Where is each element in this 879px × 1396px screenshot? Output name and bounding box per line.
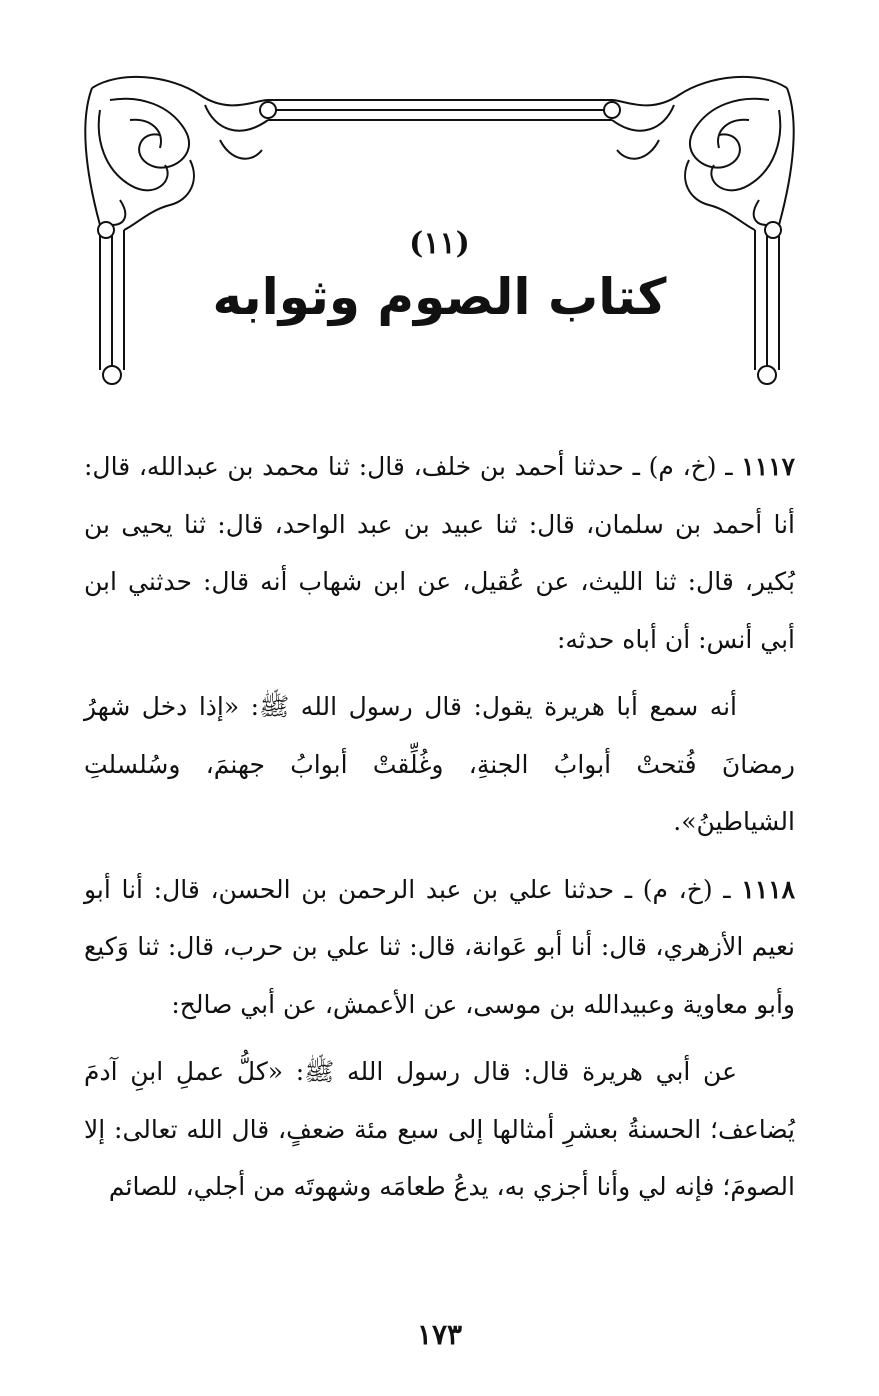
ornamental-header-frame <box>0 0 879 400</box>
paragraph-text: ـ (خ، م) ـ حدثنا أحمد بن خلف، قال: ثنا محمد بن عبدالله، قال: أنا أحمد بن سلمان، قال: ثنا عبيد بن عبد الواحد، قال: ثنا يحيى بن بُكير، قال: ثنا الليث، عن عُقيل، عن ابن شهاب أنه قال: حدثني ابن أبي أنس: أن أباه حدثه: <box>84 452 795 654</box>
hadith-matn-paragraph <box>84 1043 795 1216</box>
paragraph-text: أنه سمع أبا هريرة يقول: قال رسول الله ﷺ: «إذا دخل شهرُ رمضانَ فُتحتْ أبوابُ الجنةِ، وغُلِّقتْ أبوابُ جهنمَ، وسُلسلتِ الشياطينُ». <box>84 692 795 836</box>
chapter-title: كتاب الصوم وثوابه <box>212 268 667 326</box>
chapter-number: (١١) <box>409 226 470 261</box>
paragraph-text: ـ (خ، م) ـ حدثنا علي بن عبد الرحمن بن الحسن، قال: أنا أبو نعيم الأزهري، قال: أنا أبو عَوانة، قال: ثنا علي بن حرب، قال: ثنا وَكيع وأبو معاوية وعبيدالله بن موسى، عن الأعمش، عن أبي صالح: <box>84 874 795 1019</box>
paragraph-text: عن أبي هريرة قال: قال رسول الله ﷺ: «كلُّ عملِ ابنِ آدمَ يُضاعف؛ الحسنةُ بعشرِ أمثالها إلى سبع مئة ضعفٍ، قال الله تعالى: إلا الصومَ؛ فإنه لي وأنا أجزي به، يدعُ طعامَه وشهوتَه من أجلي، للصائم <box>84 1057 795 1201</box>
hadith-number: ١١١٧ <box>741 452 795 481</box>
hadith-paragraph-1118 <box>84 861 795 1034</box>
hadith-paragraph-1117 <box>84 438 795 668</box>
hadith-number: ١١١٨ <box>741 874 795 904</box>
hadith-matn-paragraph <box>84 678 795 851</box>
page-number: ١٧٣ <box>416 1318 463 1351</box>
body-text <box>84 438 795 1226</box>
